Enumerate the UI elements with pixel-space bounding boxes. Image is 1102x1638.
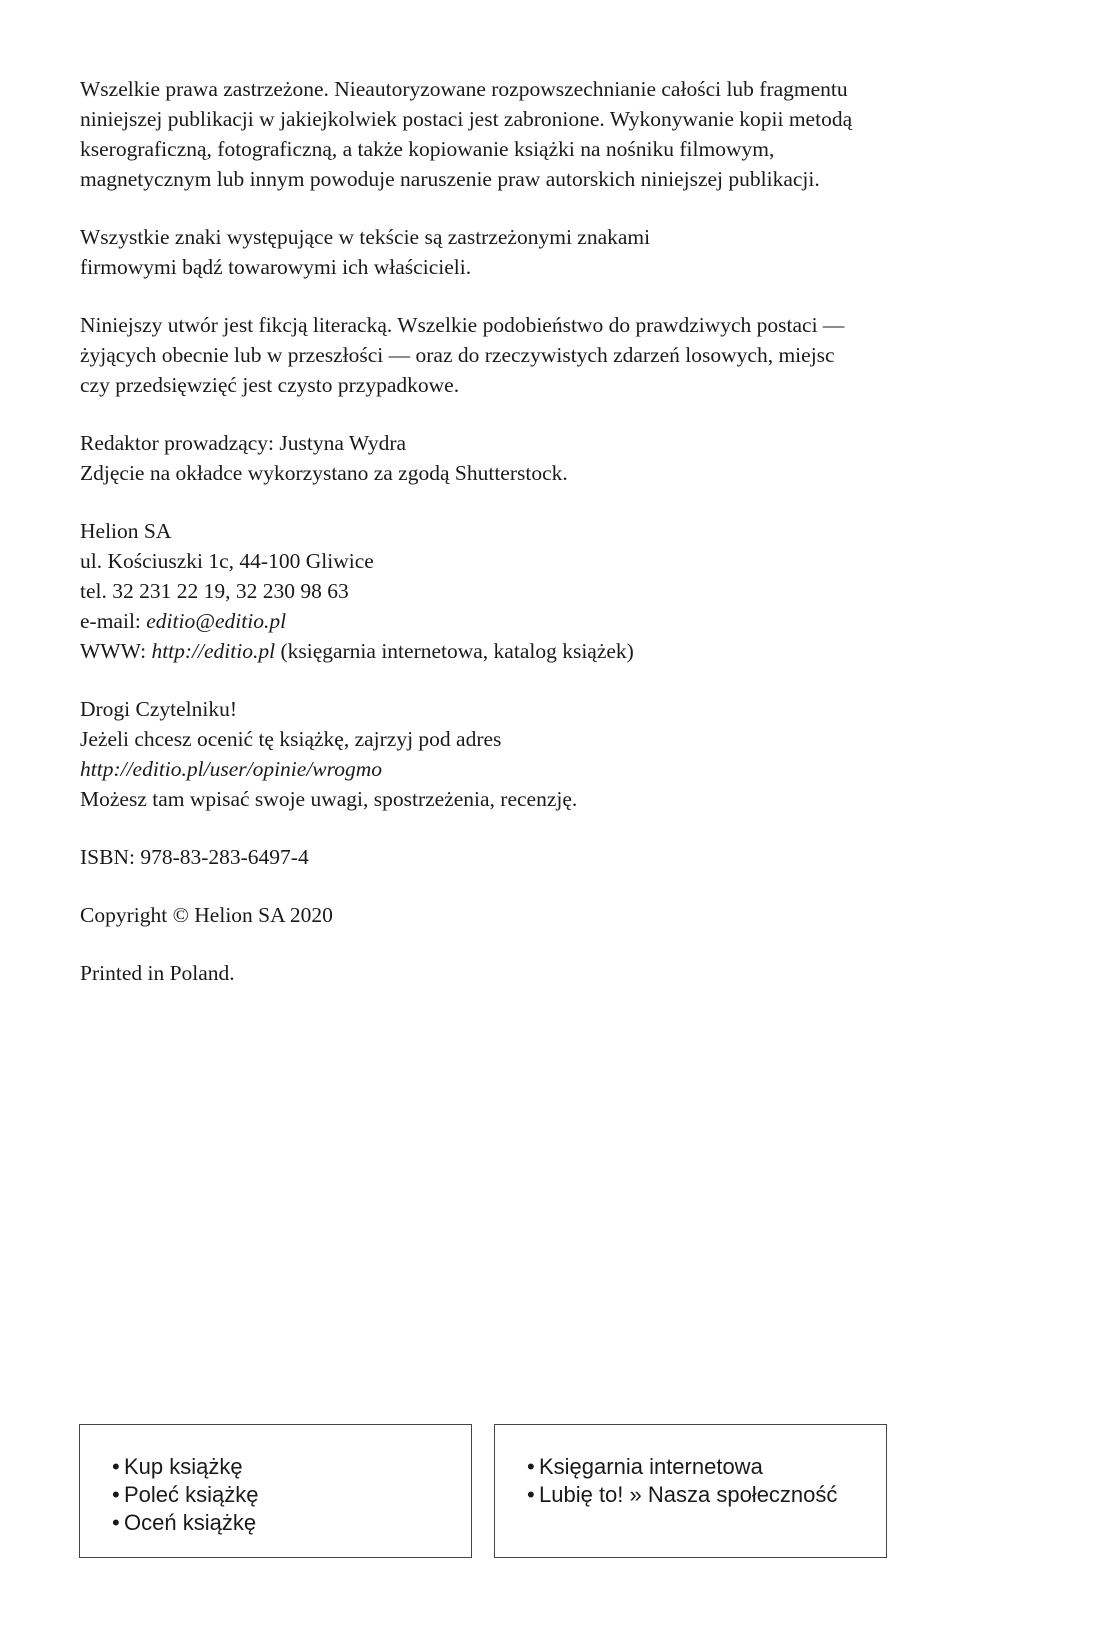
rights-line: Wszelkie prawa zastrzeżone. Nieautoryzowane rozpowszechnianie całości lub fragmentu — [80, 77, 848, 101]
cover-credit: Zdjęcie na okładce wykorzystano za zgodą Shutterstock. — [80, 461, 568, 485]
bullet-icon: • — [112, 1510, 120, 1535]
publisher-email-line — [80, 606, 1020, 636]
bullet-icon: • — [527, 1482, 535, 1507]
bullet-icon: • — [112, 1482, 120, 1507]
trademarks-line: firmowymi bądź towarowymi ich właścicieli. — [80, 255, 472, 279]
reader-note: Możesz tam wpisać swoje uwagi, spostrzeżenia, recenzję. — [80, 787, 578, 811]
www-label: WWW: — [80, 639, 152, 663]
copyright-line — [80, 900, 1020, 930]
email-link[interactable]: editio@editio.pl — [146, 609, 287, 633]
bullet-icon: • — [527, 1454, 535, 1479]
reader-block — [80, 694, 1020, 814]
fiction-line: czy przedsięwzięć jest czysto przypadkowe. — [80, 373, 460, 397]
publisher-www-line — [80, 636, 1020, 666]
isbn-line — [80, 842, 1020, 872]
www-note: (księgarnia internetowa, katalog książek) — [275, 639, 634, 663]
fiction-paragraph — [80, 310, 1020, 400]
book-actions-list — [112, 1453, 259, 1537]
publisher-phone: tel. 32 231 22 19, 32 230 98 63 — [80, 579, 349, 603]
rights-paragraph — [80, 74, 1020, 194]
publisher-block — [80, 516, 1020, 666]
community-link[interactable]: • Lubię to! » Nasza społeczność — [527, 1482, 838, 1507]
editor-credit: Redaktor prowadzący: Justyna Wydra — [80, 431, 407, 455]
printed-in: Printed in Poland. — [80, 961, 235, 985]
review-url-link[interactable]: http://editio.pl/user/opinie/wrogmo — [80, 757, 382, 781]
www-link[interactable]: http://editio.pl — [151, 639, 276, 663]
trademarks-line: Wszystkie znaki występujące w tekście są zastrzeżonymi znakami — [80, 225, 651, 249]
imprint-page — [80, 74, 1020, 1016]
copyright: Copyright © Helion SA 2020 — [80, 903, 333, 927]
credits-paragraph — [80, 428, 1020, 488]
rights-line: kserograficzną, fotograficzną, a także kopiowanie książki na nośniku filmowym, — [80, 137, 775, 161]
book-actions-box — [79, 1424, 472, 1558]
online-bookstore-link[interactable]: • Księgarnia internetowa — [527, 1454, 763, 1479]
community-list — [527, 1453, 837, 1509]
email-label: e-mail: — [80, 609, 147, 633]
reader-greeting: Drogi Czytelniku! — [80, 697, 238, 721]
fiction-line: żyjących obecnie lub w przeszłości — oraz do rzeczywistych zdarzeń losowych, miejsc — [80, 343, 835, 367]
community-box — [494, 1424, 887, 1558]
recommend-book-link[interactable]: • Poleć książkę — [112, 1482, 259, 1507]
isbn: ISBN: 978-83-283-6497-4 — [80, 845, 309, 869]
publisher-name: Helion SA — [80, 519, 172, 543]
publisher-address: ul. Kościuszki 1c, 44-100 Gliwice — [80, 549, 374, 573]
printed-line — [80, 958, 1020, 988]
reader-ask: Jeżeli chcesz ocenić tę książkę, zajrzyj pod adres — [80, 727, 502, 751]
rate-book-link[interactable]: • Oceń książkę — [112, 1510, 257, 1535]
rights-line: niniejszej publikacji w jakiejkolwiek postaci jest zabronione. Wykonywanie kopii metodą — [80, 107, 853, 131]
bullet-icon: • — [112, 1454, 120, 1479]
buy-book-link[interactable]: • Kup książkę — [112, 1454, 243, 1479]
fiction-line: Niniejszy utwór jest fikcją literacką. Wszelkie podobieństwo do prawdziwych postaci — — [80, 313, 845, 337]
rights-line: magnetycznym lub innym powoduje naruszenie praw autorskich niniejszej publikacji. — [80, 167, 820, 191]
trademarks-paragraph — [80, 222, 1020, 282]
